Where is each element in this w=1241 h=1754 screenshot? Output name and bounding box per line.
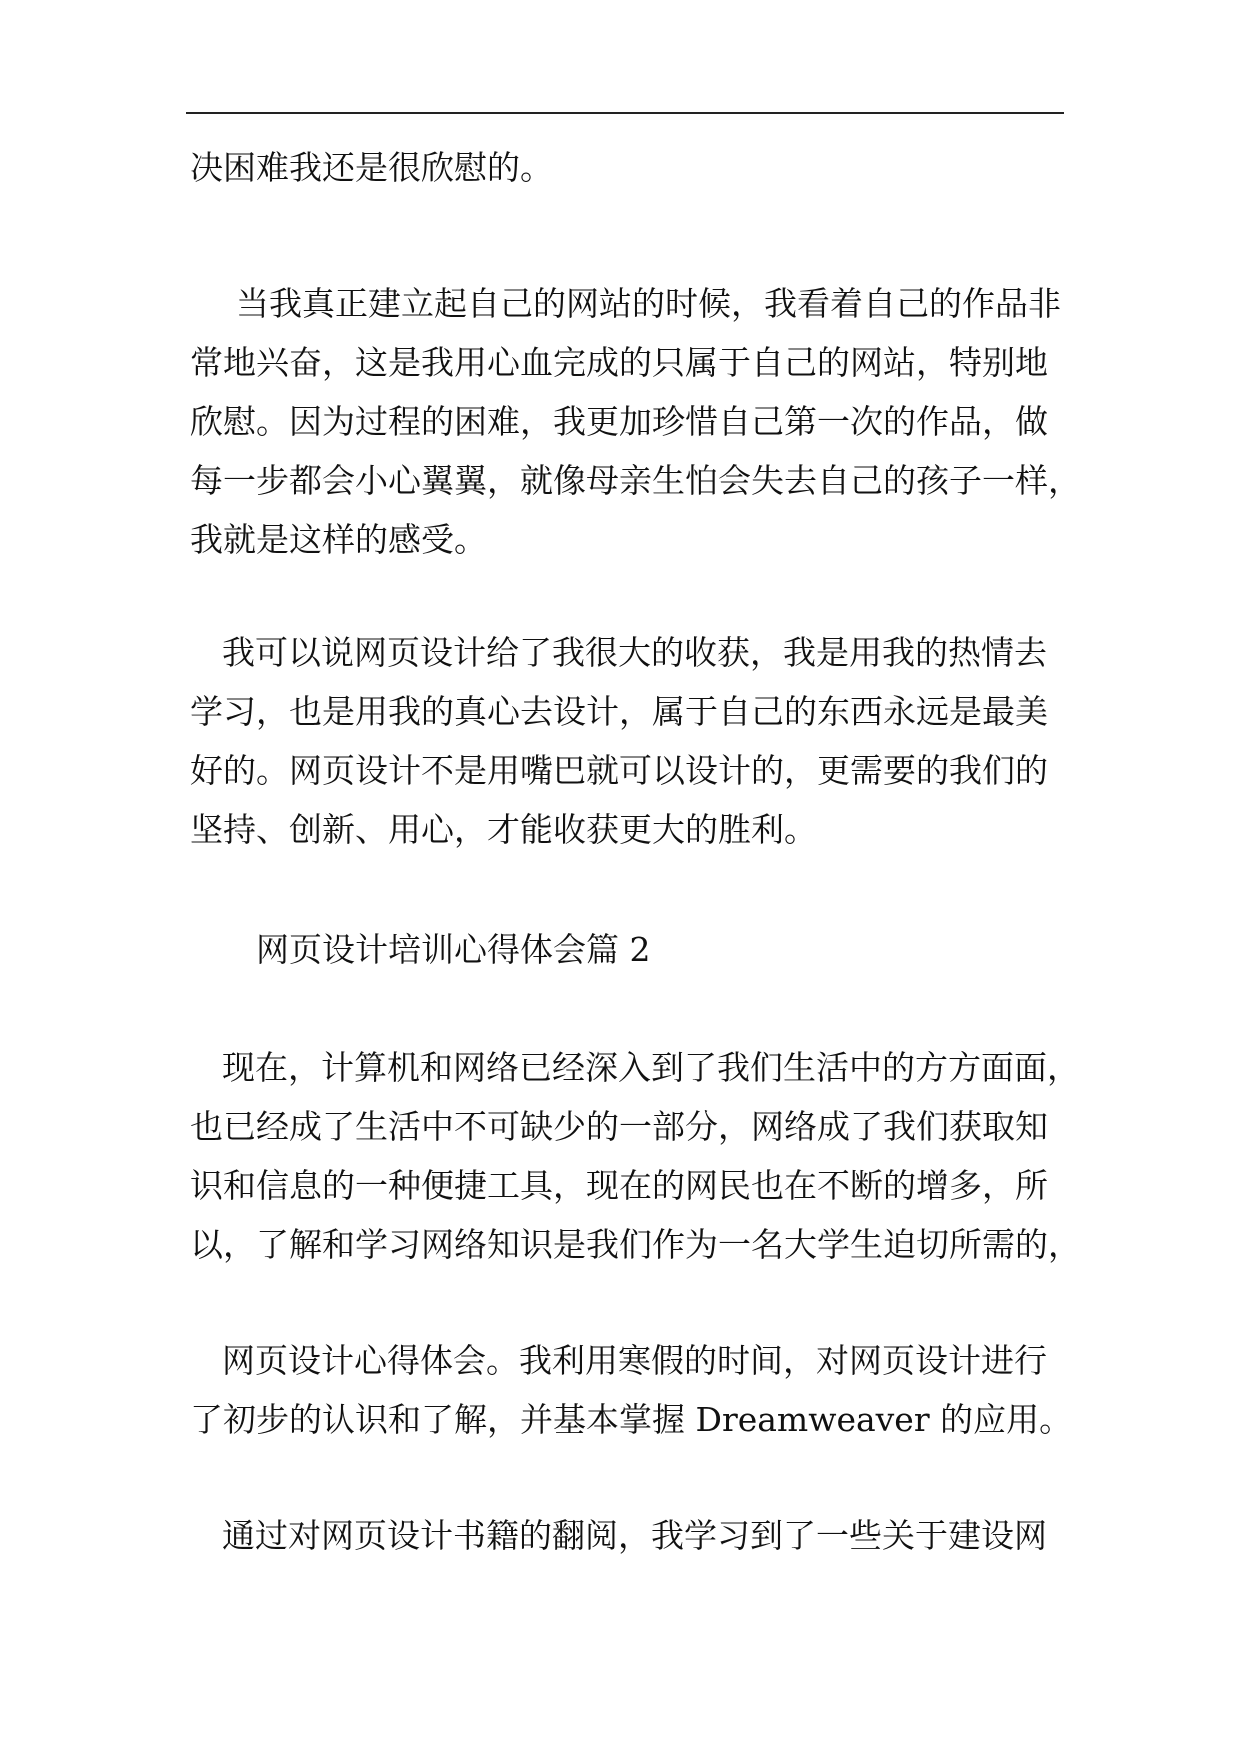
- text-line: 网页设计心得体会。我利用寒假的时间，对网页设计进行: [222, 1341, 1047, 1380]
- text-line: 常地兴奋，这是我用心血完成的只属于自己的网站，特别地: [190, 343, 1048, 382]
- text-line: 也已经成了生活中不可缺少的一部分，网络成了我们获取知: [190, 1107, 1048, 1146]
- text-line: 了初步的认识和了解，并基本掌握 Dreamweaver 的应用。: [190, 1400, 1073, 1439]
- text-line: 现在，计算机和网络已经深入到了我们生活中的方方面面，: [222, 1048, 1080, 1087]
- header-rule: [186, 112, 1064, 114]
- text-line: 坚持、创新、用心，才能收获更大的胜利。: [190, 810, 817, 849]
- text-line: 决困难我还是很欣慰的。: [190, 148, 553, 187]
- text-line: 我就是这样的感受。: [190, 520, 487, 559]
- text-line: 以，了解和学习网络知识是我们作为一名大学生迫切所需的，: [190, 1225, 1081, 1264]
- text-line: 每一步都会小心翼翼，就像母亲生怕会失去自己的孩子一样，: [190, 461, 1081, 500]
- text-line: 通过对网页设计书籍的翻阅，我学习到了一些关于建设网: [222, 1516, 1047, 1555]
- section-heading: 网页设计培训心得体会篇 2: [256, 930, 651, 969]
- text-line: 学习，也是用我的真心去设计，属于自己的东西永远是最美: [190, 692, 1048, 731]
- text-line: 当我真正建立起自己的网站的时候，我看着自己的作品非: [236, 284, 1061, 323]
- text-line: 欣慰。因为过程的困难，我更加珍惜自己第一次的作品，做: [190, 402, 1048, 441]
- text-line: 我可以说网页设计给了我很大的收获，我是用我的热情去: [222, 633, 1047, 672]
- text-line: 识和信息的一种便捷工具，现在的网民也在不断的增多，所: [190, 1166, 1048, 1205]
- text-line: 好的。网页设计不是用嘴巴就可以设计的，更需要的我们的: [190, 751, 1048, 790]
